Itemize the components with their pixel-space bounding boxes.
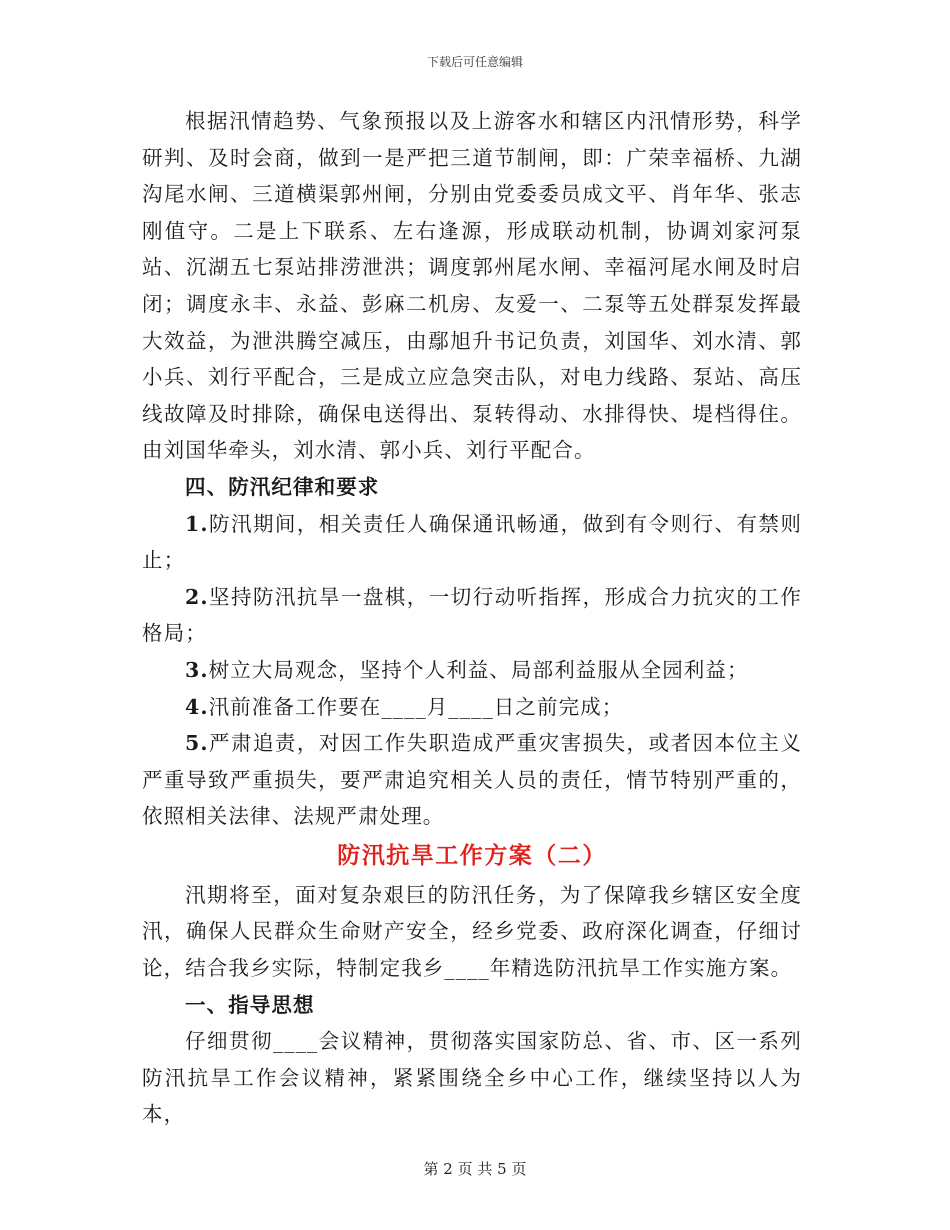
- list-item: [142, 725, 802, 835]
- list-item: [142, 689, 802, 726]
- list-item-number: 5.: [185, 731, 209, 756]
- document-body: [142, 103, 802, 1133]
- list-item-text: 树立大局观念，坚持个人利益、局部利益服从全园利益；: [208, 657, 749, 682]
- paragraph-intro: 汛期将至，面对复杂艰巨的防汛任务，为了保障我乡辖区安全度汛，确保人民群众生命财产安全，经乡党委、政府深化调查，仔细讨论，结合我乡实际，特制定我乡____年精选防汛抗旱工作实施方案。: [142, 882, 802, 981]
- section-heading-discipline: 四、防汛纪律和要求: [185, 474, 380, 499]
- list-item-text: 严肃追责，对因工作失职造成严重灾害损失，或者因本位主义严重导致严重损失，要严肃追究相关人员的责任，情节特别严重的，依照相关法律、法规严肃处理。: [142, 731, 802, 829]
- list-item-number: 1.: [185, 511, 209, 536]
- list-item: [142, 579, 802, 652]
- document-title: 防汛抗旱工作方案（二）: [337, 841, 607, 869]
- section-heading-guiding: 一、指导思想: [185, 992, 315, 1017]
- paragraph-guiding: 仔细贯彻____会议精神，贯彻落实国家防总、省、市、区一系列防汛抗旱工作会议精神，紧紧围绕全乡中心工作，继续坚持以人为本，: [142, 1029, 802, 1127]
- list-item-number: 2.: [185, 584, 209, 609]
- list-item: [142, 652, 802, 689]
- paragraph-flood-dispatch: 根据汛情趋势、气象预报以及上游客水和辖区内汛情形势，科学研判、及时会商，做到一是严把三道节制闸，即：广荣幸福桥、九湖沟尾水闸、三道横渠郭州闸，分别由党委委员成文平、肖年华、张志刚值守。二是上下联系、左右逢源，形成联动机制，协调刘家河泵站、沉湖五七泵站排涝泄洪；调度郭州尾水闸、幸福河尾水闸及时启闭；调度永丰、永益、彭麻二机房、友爱一、二泵等五处群泵发挥最大效益，为泄洪腾空减压，由鄢旭升书记负责，刘国华、刘水清、郭小兵、刘行平配合，三是成立应急突击队，对电力线路、泵站、高压线故障及时排除，确保电送得出、泵转得动、水排得快、堤档得住。由刘国华牵头，刘水清、郭小兵、刘行平配合。: [142, 109, 802, 463]
- list-item-number: 3.: [185, 657, 209, 682]
- list-item-number: 4.: [185, 694, 209, 719]
- page-footer: 第 2 页 共 5 页: [423, 1160, 527, 1178]
- list-item-text: 汛前准备工作要在____月____日之前完成；: [208, 694, 624, 719]
- list-item-text: 防汛期间，相关责任人确保通讯畅通，做到有令则行、有禁则止；: [142, 511, 802, 573]
- list-item-text: 坚持防汛抗旱一盘棋，一切行动听指挥，形成合力抗灾的工作格局；: [142, 584, 802, 646]
- list-item: [142, 506, 802, 579]
- page-header: 下载后可任意编辑: [426, 55, 523, 69]
